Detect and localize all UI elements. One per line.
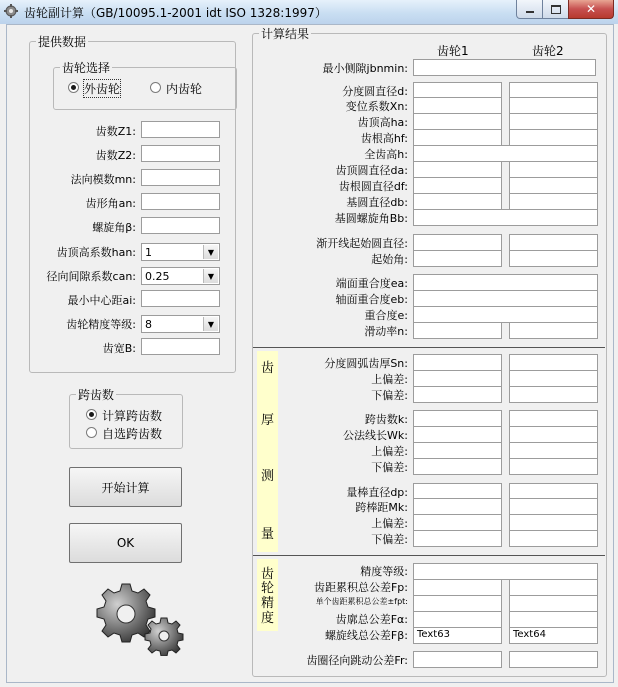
output-sn-gear2[interactable]	[509, 354, 598, 371]
output-sn-upper-gear1[interactable]	[413, 370, 502, 387]
label-dp: 量棒直径dp:	[346, 486, 408, 499]
radio-calc-span-label: 计算跨齿数	[102, 409, 163, 423]
label-han: 齿顶高系数han:	[56, 246, 136, 259]
label-da: 齿顶圆直径da:	[335, 164, 408, 177]
label-sn: 分度圆弧齿厚Sn:	[324, 357, 408, 370]
output-fbeta-gear1-value: Text63	[417, 629, 450, 640]
close-button[interactable]	[568, 0, 614, 19]
input-z2[interactable]	[141, 145, 220, 162]
output-df-gear1[interactable]	[413, 177, 502, 194]
thickness-side-char: 齿	[261, 361, 275, 376]
minimize-button[interactable]	[516, 0, 544, 19]
divider-thickness	[253, 347, 605, 348]
radio-internal-gear[interactable]	[150, 80, 220, 94]
output-h[interactable]	[413, 145, 598, 162]
label-beta: 螺旋角β:	[92, 221, 136, 234]
radio-custom-span[interactable]	[86, 425, 176, 439]
input-beta[interactable]	[141, 217, 220, 234]
precision-side-char: 度	[261, 611, 275, 626]
thickness-side-char: 量	[261, 527, 275, 542]
output-ha-gear1[interactable]	[413, 113, 502, 130]
label-df: 齿根圆直径df:	[338, 180, 408, 193]
output-mk-lower-gear1[interactable]	[413, 530, 502, 547]
radio-external-gear[interactable]	[68, 80, 138, 94]
app-gear-icon	[4, 4, 18, 18]
gears-icon	[88, 576, 198, 656]
provide-data-title: 提供数据	[38, 35, 87, 49]
output-mk-lower-gear2[interactable]	[509, 530, 598, 547]
label-involute-start: 渐开线起始圆直径:	[316, 237, 408, 250]
output-mk-gear1[interactable]	[413, 498, 502, 515]
input-b[interactable]	[141, 338, 220, 355]
start-calc-button[interactable]: 开始计算	[69, 467, 182, 507]
label-fbeta: 螺旋线总公差Fβ:	[324, 629, 408, 642]
output-sn-lower-gear1[interactable]	[413, 386, 502, 403]
chevron-down-icon[interactable]: ▼	[203, 317, 218, 331]
thickness-side-strip	[257, 351, 278, 552]
output-jbnmin[interactable]	[413, 59, 596, 76]
output-db-gear2[interactable]	[509, 193, 598, 210]
output-start-angle-gear1[interactable]	[413, 250, 502, 267]
label-mk-upper: 上偏差:	[371, 517, 408, 530]
output-slip-gear2[interactable]	[509, 322, 598, 339]
label-fp: 齿距累积总公差Fp:	[313, 581, 408, 594]
label-e: 重合度e:	[364, 309, 408, 322]
radio-calc-span[interactable]	[86, 407, 176, 421]
label-hf: 齿根高hf:	[360, 132, 408, 145]
label-mk-lower: 下偏差:	[371, 533, 408, 546]
output-wk-upper-gear2[interactable]	[509, 442, 598, 459]
thickness-side-char: 厚	[261, 413, 275, 428]
label-wk-upper: 上偏差:	[371, 445, 408, 458]
output-hf-gear2[interactable]	[509, 129, 598, 146]
label-sn-upper: 上偏差:	[371, 373, 408, 386]
chevron-down-icon[interactable]: ▼	[203, 245, 218, 259]
column-gear1-header: 齿轮1	[437, 44, 469, 58]
output-mk-upper-gear1[interactable]	[413, 514, 502, 531]
label-wk-lower: 下偏差:	[371, 461, 408, 474]
output-bb[interactable]	[413, 209, 598, 226]
precision-side-char: 齿	[261, 567, 275, 582]
label-mk: 跨棒距Mk:	[355, 501, 408, 514]
label-z1: 齿数Z1:	[95, 125, 136, 138]
output-e[interactable]	[413, 306, 598, 323]
label-start-angle: 起始角:	[371, 253, 408, 266]
output-ha-gear2[interactable]	[509, 113, 598, 130]
output-wk-lower-gear2[interactable]	[509, 458, 598, 475]
select-han[interactable]	[141, 243, 220, 261]
label-bb: 基圆螺旋角Bb:	[334, 212, 408, 225]
label-wk: 公法线长Wk:	[343, 429, 408, 442]
output-involute-start-gear1[interactable]	[413, 234, 502, 251]
select-grade-value: 8	[145, 318, 152, 331]
output-wk-gear2[interactable]	[509, 426, 598, 443]
radio-custom-span-dot[interactable]	[86, 427, 97, 438]
label-ea: 端面重合度ea:	[335, 277, 408, 290]
output-slip-gear1[interactable]	[413, 322, 502, 339]
output-fr-gear1[interactable]	[413, 651, 502, 668]
radio-internal-label: 内齿轮	[166, 82, 203, 96]
radio-external-label: 外齿轮	[84, 82, 121, 96]
label-an: 齿形角an:	[85, 197, 136, 210]
output-fr-gear2[interactable]	[509, 651, 598, 668]
radio-calc-span-dot[interactable]	[86, 409, 97, 420]
span-teeth-title: 跨齿数	[78, 388, 115, 402]
output-precision-grade[interactable]	[413, 563, 598, 580]
output-da-gear2[interactable]	[509, 161, 598, 178]
output-involute-start-gear2[interactable]	[509, 234, 598, 251]
label-precision-grade: 精度等级:	[360, 565, 408, 578]
window-title: 齿轮副计算（GB/10095.1-2001 idt ISO 1328:1997）	[24, 6, 327, 20]
label-grade: 齿轮精度等级:	[66, 318, 136, 331]
title-bar	[0, 0, 618, 24]
output-wk-gear1[interactable]	[413, 426, 502, 443]
thickness-side-char: 测	[261, 469, 275, 484]
label-z2: 齿数Z2:	[95, 149, 136, 162]
select-han-value: 1	[145, 246, 152, 259]
label-slip: 滑动率n:	[364, 325, 408, 338]
gear-select-title: 齿轮选择	[62, 61, 111, 75]
output-fpt-gear2[interactable]	[509, 595, 598, 612]
precision-side-char: 精	[261, 596, 275, 611]
results-title: 计算结果	[261, 27, 310, 41]
label-sn-lower: 下偏差:	[371, 389, 408, 402]
output-ea[interactable]	[413, 274, 598, 291]
input-mn[interactable]	[141, 169, 220, 186]
output-mk-upper-gear2[interactable]	[509, 514, 598, 531]
output-sn-lower-gear2[interactable]	[509, 386, 598, 403]
maximize-icon	[551, 5, 561, 14]
output-fp-gear1[interactable]	[413, 579, 502, 596]
output-sn-gear1[interactable]	[413, 354, 502, 371]
output-da-gear1[interactable]	[413, 161, 502, 178]
label-h: 全齿高h:	[364, 148, 408, 161]
precision-side-char: 轮	[261, 581, 275, 596]
label-eb: 轴面重合度eb:	[335, 293, 408, 306]
output-wk-upper-gear1[interactable]	[413, 442, 502, 459]
output-xn-gear1[interactable]	[413, 97, 502, 114]
select-grade[interactable]	[141, 315, 220, 333]
output-fpt-gear1[interactable]	[413, 595, 502, 612]
radio-internal-dot[interactable]	[150, 82, 161, 93]
label-db: 基圆直径db:	[346, 196, 408, 209]
label-falpha: 齿廓总公差Fα:	[335, 613, 408, 626]
label-fpt: 单个齿距累积总公差±fpt:	[315, 597, 408, 606]
label-d: 分度圆直径d:	[342, 85, 408, 98]
output-fbeta-gear2-value: Text64	[513, 629, 546, 640]
input-ai[interactable]	[141, 290, 220, 307]
output-db-gear1[interactable]	[413, 193, 502, 210]
output-mk-gear2[interactable]	[509, 498, 598, 515]
output-fbeta-gear2[interactable]	[509, 627, 598, 644]
output-falpha-gear2[interactable]	[509, 611, 598, 628]
output-falpha-gear1[interactable]	[413, 611, 502, 628]
divider-precision	[253, 555, 605, 556]
output-sn-upper-gear2[interactable]	[509, 370, 598, 387]
output-start-angle-gear2[interactable]	[509, 250, 598, 267]
output-df-gear2[interactable]	[509, 177, 598, 194]
label-ha: 齿顶高ha:	[357, 116, 408, 129]
label-k: 跨齿数k:	[364, 413, 408, 426]
output-fp-gear2[interactable]	[509, 579, 598, 596]
maximize-button[interactable]	[542, 0, 570, 19]
chevron-down-icon[interactable]: ▼	[203, 269, 218, 283]
output-xn-gear2[interactable]	[509, 97, 598, 114]
select-can[interactable]	[141, 267, 220, 285]
label-mn: 法向模数mn:	[70, 173, 136, 186]
label-xn: 变位系数Xn:	[345, 100, 408, 113]
ok-button[interactable]: OK	[69, 523, 182, 563]
label-ai: 最小中心距ai:	[67, 294, 136, 307]
close-icon: ✕	[585, 2, 597, 16]
label-b: 齿宽B:	[102, 342, 136, 355]
output-k-gear2[interactable]	[509, 410, 598, 427]
radio-external-dot[interactable]	[68, 82, 79, 93]
label-can: 径向间隙系数can:	[46, 270, 136, 283]
select-can-value: 0.25	[145, 270, 170, 283]
output-fbeta-gear1[interactable]	[413, 627, 502, 644]
output-wk-lower-gear1[interactable]	[413, 458, 502, 475]
label-jbnmin: 最小侧隙jbnmin:	[322, 62, 408, 75]
output-hf-gear1[interactable]	[413, 129, 502, 146]
output-eb[interactable]	[413, 290, 598, 307]
input-z1[interactable]	[141, 121, 220, 138]
label-fr: 齿圈径向跳动公差Fr:	[306, 654, 408, 667]
radio-custom-span-label: 自选跨齿数	[102, 427, 163, 441]
column-gear2-header: 齿轮2	[532, 44, 564, 58]
input-an[interactable]	[141, 193, 220, 210]
output-k-gear1[interactable]	[413, 410, 502, 427]
minimize-icon	[526, 11, 534, 13]
